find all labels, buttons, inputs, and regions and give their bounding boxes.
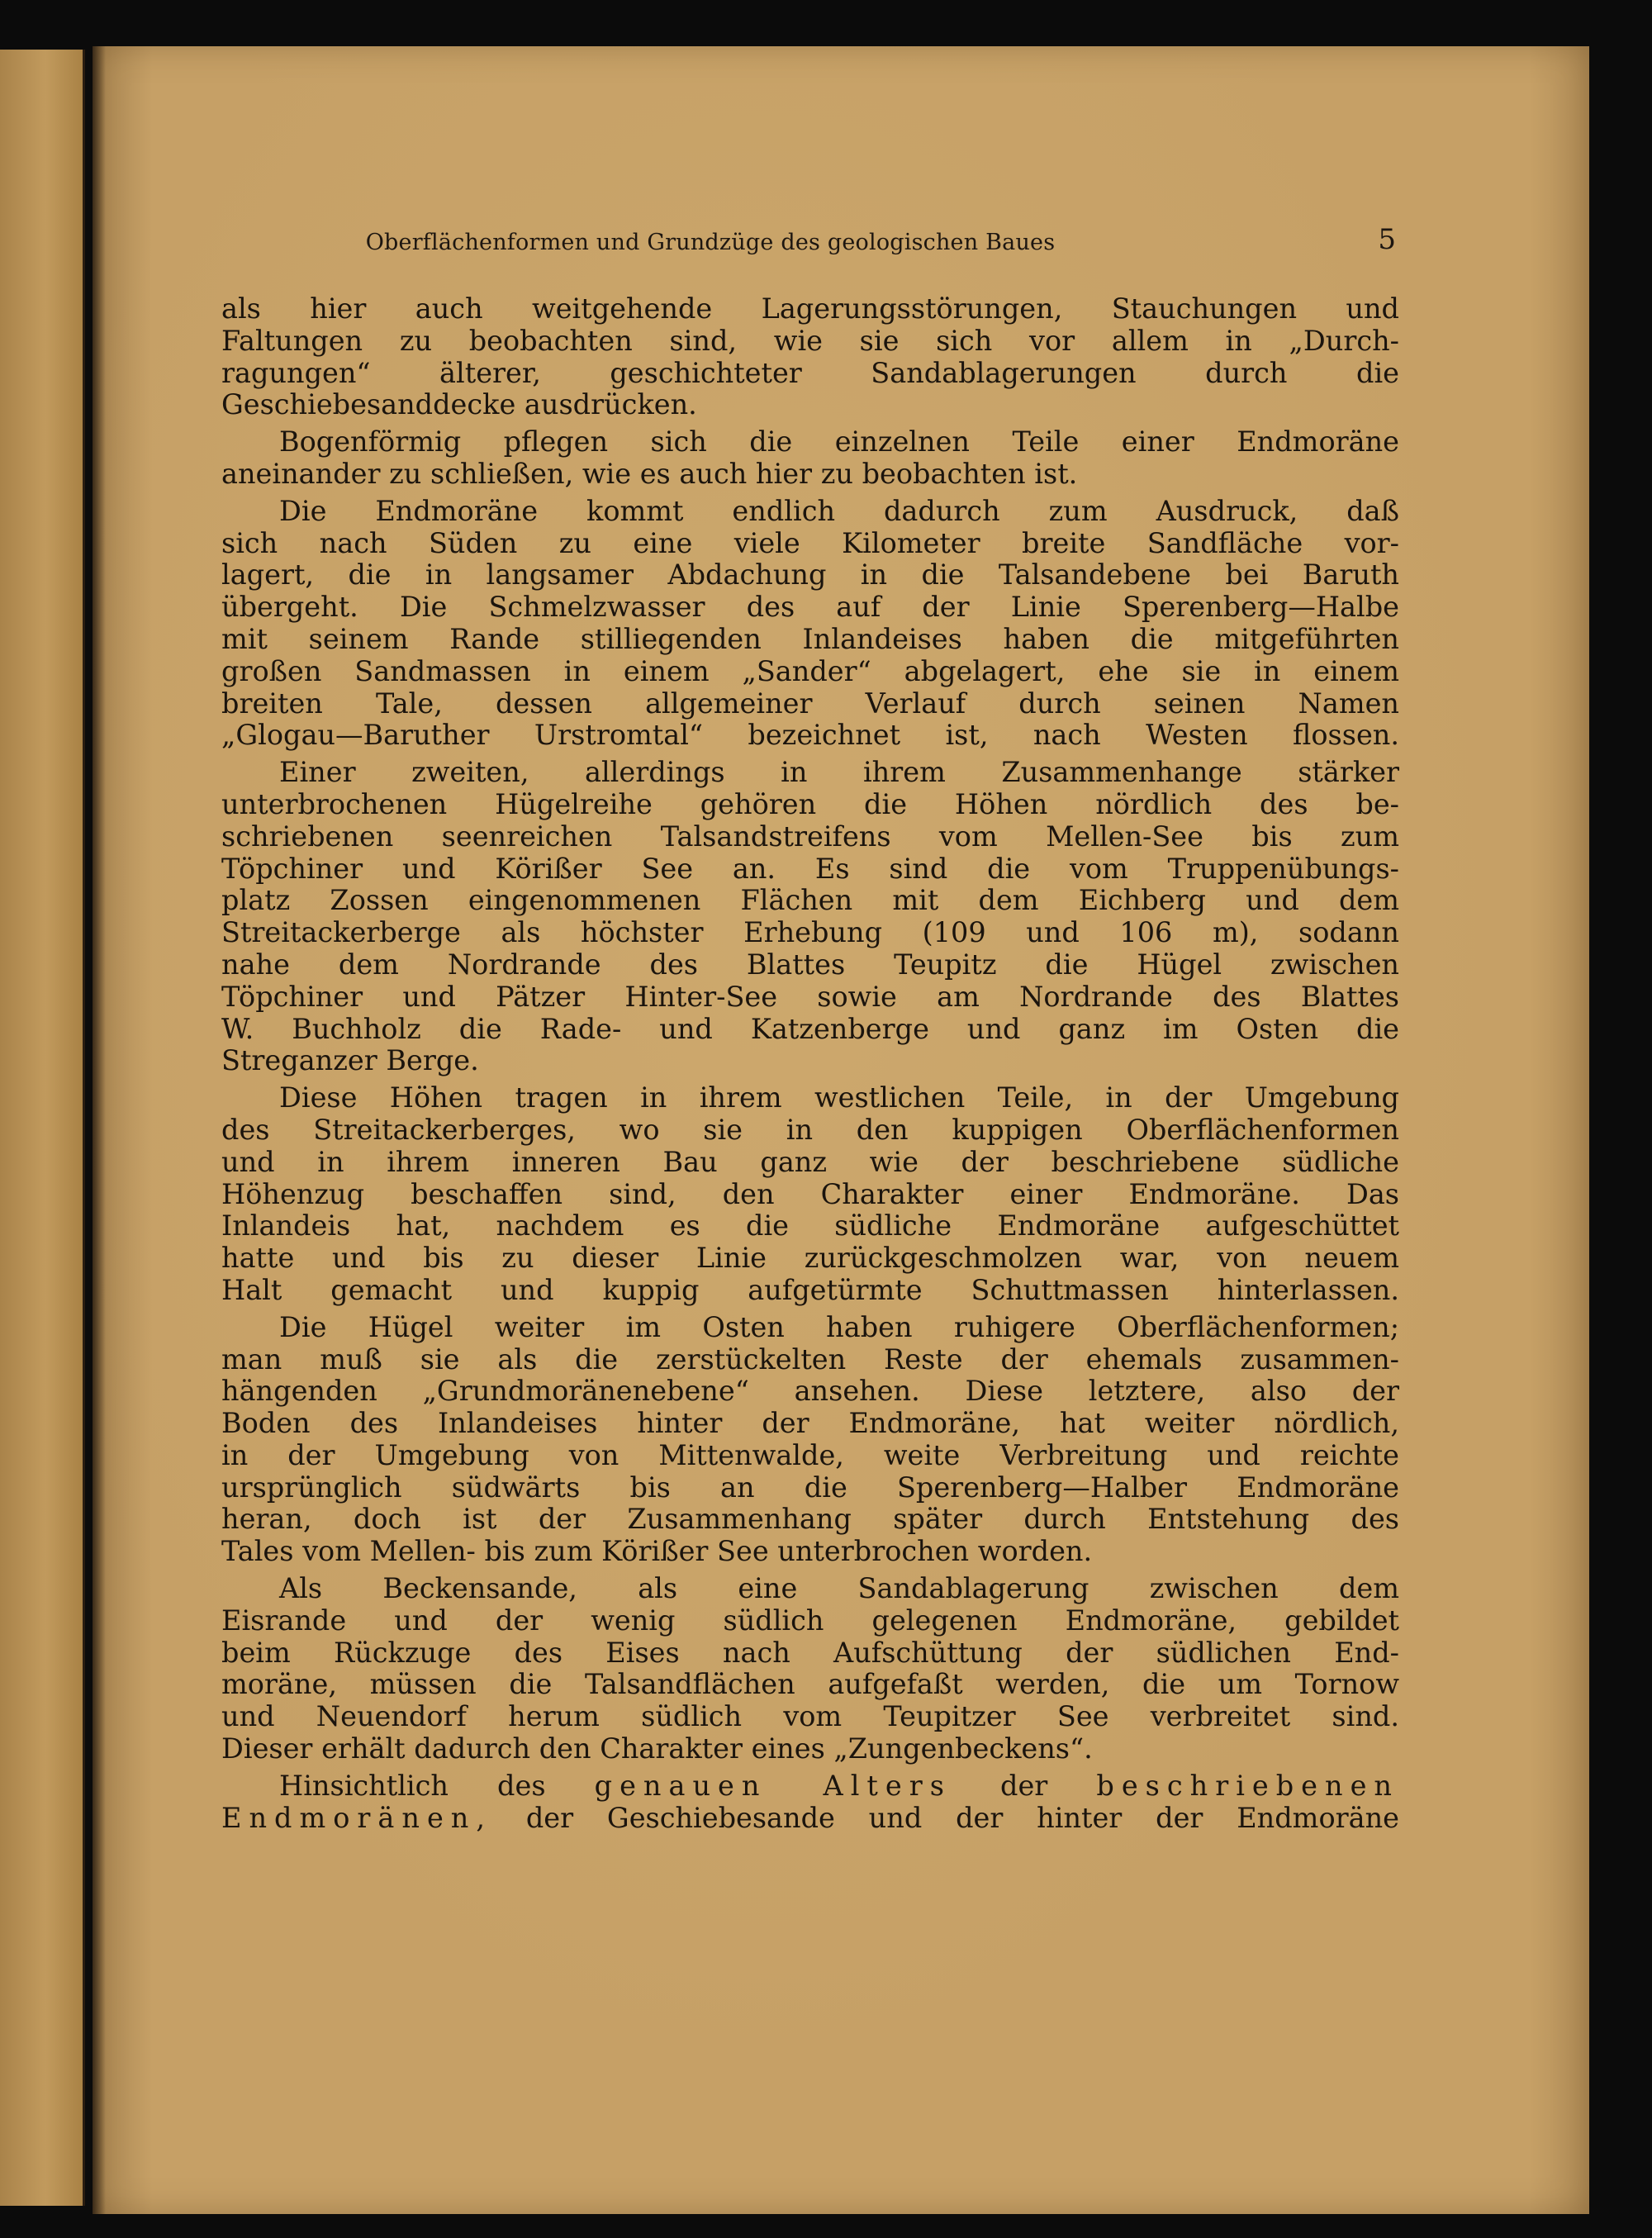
text-line: Inlandeis hat, nachdem es die südliche Endmoräne aufgeschüttet bbox=[221, 1209, 1399, 1243]
emphasized-text: beschriebenen bbox=[1096, 1769, 1399, 1802]
text-line: und in ihrem inneren Bau ganz wie der beschriebene südliche bbox=[221, 1145, 1399, 1178]
text-line: „Glogau—Baruther Urstromtal“ bezeichnet ist, nach Westen flossen. bbox=[221, 719, 1399, 752]
paragraph-3 bbox=[221, 496, 1399, 752]
text-line bbox=[221, 1803, 1399, 1835]
text-line: Die Hügel weiter im Osten haben ruhigere Oberflächenformen; bbox=[279, 1310, 1399, 1343]
text-line: großen Sandmassen in einem „Sander“ abgelagert, ehe sie in einem bbox=[221, 654, 1399, 687]
text-line: Töpchiner und Körißer See an. Es sind die vom Truppenübungs- bbox=[221, 852, 1399, 885]
text-line: Höhenzug beschaffen sind, den Charakter einer Endmoräne. Das bbox=[221, 1177, 1399, 1210]
text-line: Geschiebesanddecke ausdrücken. bbox=[221, 388, 697, 421]
text-line: Streganzer Berge. bbox=[221, 1044, 479, 1077]
text-line: unterbrochenen Hügelreihe gehören die Höhen nördlich des be- bbox=[221, 787, 1399, 820]
text-line bbox=[221, 1770, 1399, 1803]
text-line: als hier auch weitgehende Lagerungsstörungen, Stauchungen und bbox=[221, 292, 1399, 325]
text-line: Als Beckensande, als eine Sandablagerung zwischen dem bbox=[279, 1572, 1399, 1605]
text-line: Halt gemacht und kuppig aufgetürmte Schuttmassen hinterlassen. bbox=[221, 1273, 1399, 1306]
text-line: Dieser erhält dadurch den Charakter eines „Zungenbeckens“. bbox=[221, 1732, 1093, 1765]
text-line: hatte und bis zu dieser Linie zurückgeschmolzen war, von neuem bbox=[221, 1242, 1399, 1275]
text-line: man muß sie als die zerstückelten Reste der ehemals zusammen- bbox=[221, 1342, 1399, 1376]
body-text bbox=[221, 293, 1399, 1839]
paragraph-5 bbox=[221, 1082, 1399, 1307]
text-run: der bbox=[1000, 1769, 1048, 1802]
paragraph-4 bbox=[221, 757, 1399, 1077]
text-line: Streitackerberge als höchster Erhebung (109 und 106 m), sodann bbox=[221, 916, 1399, 949]
paragraph-1 bbox=[221, 293, 1399, 421]
text-line: platz Zossen eingenommenen Flächen mit dem Eichberg und dem bbox=[221, 884, 1399, 917]
text-line: Einer zweiten, allerdings in ihrem Zusammenhange stärker bbox=[279, 756, 1399, 789]
text-line: übergeht. Die Schmelzwasser des auf der Linie Sperenberg—Halbe bbox=[221, 591, 1399, 624]
paragraph-6 bbox=[221, 1312, 1399, 1568]
text-line: ragungen“ älterer, geschichteter Sandablagerungen durch die bbox=[221, 356, 1399, 389]
text-line: schriebenen seenreichen Talsandstreifens vom Mellen-See bis zum bbox=[221, 820, 1399, 853]
text-line: mit seinem Rande stilliegenden Inlandeises haben die mitgeführten bbox=[221, 622, 1399, 655]
emphasized-text: Endmoränen, bbox=[221, 1801, 493, 1834]
text-run: der Geschiebesande und der hinter der Endmoräne bbox=[525, 1801, 1400, 1834]
text-line: hängenden „Grundmoränenebene“ ansehen. Diese letztere, also der bbox=[221, 1375, 1399, 1408]
text-line: breiten Tale, dessen allgemeiner Verlauf durch seinen Namen bbox=[221, 687, 1399, 720]
paragraph-2 bbox=[221, 426, 1399, 491]
running-header bbox=[223, 223, 1396, 273]
text-line: Diese Höhen tragen in ihrem westlichen Teile, in der Umgebung bbox=[279, 1081, 1399, 1114]
text-line: Faltungen zu beobachten sind, wie sie sich vor allem in „Durch- bbox=[221, 324, 1399, 357]
text-line: Boden des Inlandeises hinter der Endmoräne, hat weiter nördlich, bbox=[221, 1407, 1399, 1440]
running-title: Oberflächenformen und Grundzüge des geologischen Baues bbox=[365, 230, 1056, 255]
text-line: heran, doch ist der Zusammenhang später durch Entstehung des bbox=[221, 1503, 1399, 1536]
text-line: in der Umgebung von Mittenwalde, weite Verbreitung und reichte bbox=[221, 1438, 1399, 1471]
text-line: Töpchiner und Pätzer Hinter-See sowie am Nordrande des Blattes bbox=[221, 980, 1399, 1013]
text-line: moräne, müssen die Talsandflächen aufgefaßt werden, die um Tornow bbox=[221, 1668, 1399, 1701]
text-line: lagert, die in langsamer Abdachung in die Talsandebene bei Baruth bbox=[221, 558, 1399, 592]
text-line: ursprünglich südwärts bis an die Sperenberg—Halber Endmoräne bbox=[221, 1471, 1399, 1504]
page-gutter-shadow bbox=[93, 46, 106, 2214]
text-line: nahe dem Nordrande des Blattes Teupitz die Hügel zwischen bbox=[221, 948, 1399, 981]
text-line: aneinander zu schließen, wie es auch hier zu beobachten ist. bbox=[221, 457, 1078, 490]
text-line: Eisrande und der wenig südlich gelegenen Endmoräne, gebildet bbox=[221, 1604, 1399, 1637]
emphasized-text: genauen Alters bbox=[594, 1769, 952, 1802]
facing-page-edge bbox=[0, 50, 85, 2206]
text-line: und Neuendorf herum südlich vom Teupitzer See verbreitet sind. bbox=[221, 1700, 1399, 1733]
text-run: Hinsichtlich des bbox=[279, 1769, 546, 1802]
paragraph-8 bbox=[221, 1770, 1399, 1835]
text-line: Tales vom Mellen- bis zum Körißer See unterbrochen worden. bbox=[221, 1535, 1093, 1568]
text-line: Bogenförmig pflegen sich die einzelnen Teile einer Endmoräne bbox=[279, 425, 1399, 459]
text-line: sich nach Süden zu eine viele Kilometer breite Sandfläche vor- bbox=[221, 526, 1399, 559]
text-line: Die Endmoräne kommt endlich dadurch zum Ausdruck, daß bbox=[279, 494, 1399, 527]
page-number: 5 bbox=[1378, 223, 1396, 256]
text-line: W. Buchholz die Rade- und Katzenberge und ganz im Osten die bbox=[221, 1012, 1399, 1045]
text-line: des Streitackerberges, wo sie in den kuppigen Oberflächenformen bbox=[221, 1113, 1399, 1146]
text-line: beim Rückzuge des Eises nach Aufschüttung der südlichen End- bbox=[221, 1636, 1399, 1669]
paragraph-7 bbox=[221, 1573, 1399, 1765]
